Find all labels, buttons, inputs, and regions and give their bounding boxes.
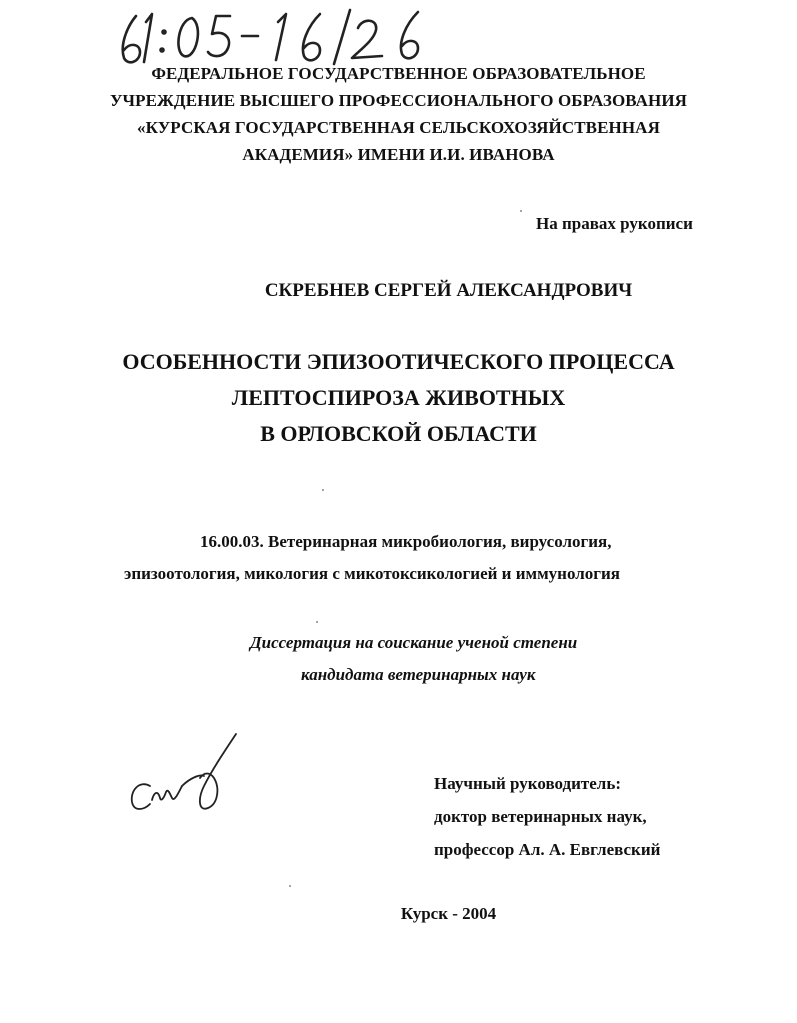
title-line-1: ОСОБЕННОСТИ ЭПИЗООТИЧЕСКОГО ПРОЦЕССА	[122, 349, 675, 374]
institution-line-2: УЧРЕЖДЕНИЕ ВЫСШЕГО ПРОФЕССИОНАЛЬНОГО ОБРАЗОВАНИЯ	[109, 91, 688, 110]
handwritten-archive-code	[112, 6, 452, 68]
city-year: Курск - 2004	[400, 904, 497, 923]
supervisor-label: Научный руководитель:	[434, 774, 621, 793]
dissertation-title	[0, 344, 797, 452]
institution-header	[0, 60, 797, 168]
rights-note: На правах рукописи	[536, 214, 693, 233]
scan-speck	[289, 885, 291, 887]
scan-speck	[316, 621, 318, 623]
title-line-3: В ОРЛОВСКОЙ ОБЛАСТИ	[260, 421, 537, 446]
degree-line-2: кандидата ветеринарных наук	[301, 665, 536, 684]
supervisor-degree: доктор ветеринарных наук,	[434, 807, 647, 826]
institution-line-1: ФЕДЕРАЛЬНОЕ ГОСУДАРСТВЕННОЕ ОБРАЗОВАТЕЛЬНОЕ	[151, 64, 646, 83]
specialty-line-1: 16.00.03. Ветеринарная микробиология, вирусология,	[200, 532, 612, 551]
title-line-2: ЛЕПТОСПИРОЗА ЖИВОТНЫХ	[231, 385, 566, 410]
degree-line-1: Диссертация на соискание ученой степени	[250, 633, 578, 652]
author-name: СКРЕБНЕВ СЕРГЕЙ АЛЕКСАНДРОВИЧ	[264, 280, 633, 301]
supervisor-name: профессор Ал. А. Евглевский	[434, 840, 661, 859]
scan-speck	[322, 489, 324, 491]
supervisor-block	[434, 767, 660, 866]
author-signature	[120, 728, 250, 828]
institution-line-3: «КУРСКАЯ ГОСУДАРСТВЕННАЯ СЕЛЬСКОХОЗЯЙСТВЕННАЯ	[137, 118, 660, 137]
institution-line-4: АКАДЕМИЯ» ИМЕНИ И.И. ИВАНОВА	[242, 145, 555, 164]
specialty-line-2: эпизоотология, микология с микотоксикологией и иммунология	[124, 564, 620, 583]
scan-speck	[520, 210, 522, 212]
